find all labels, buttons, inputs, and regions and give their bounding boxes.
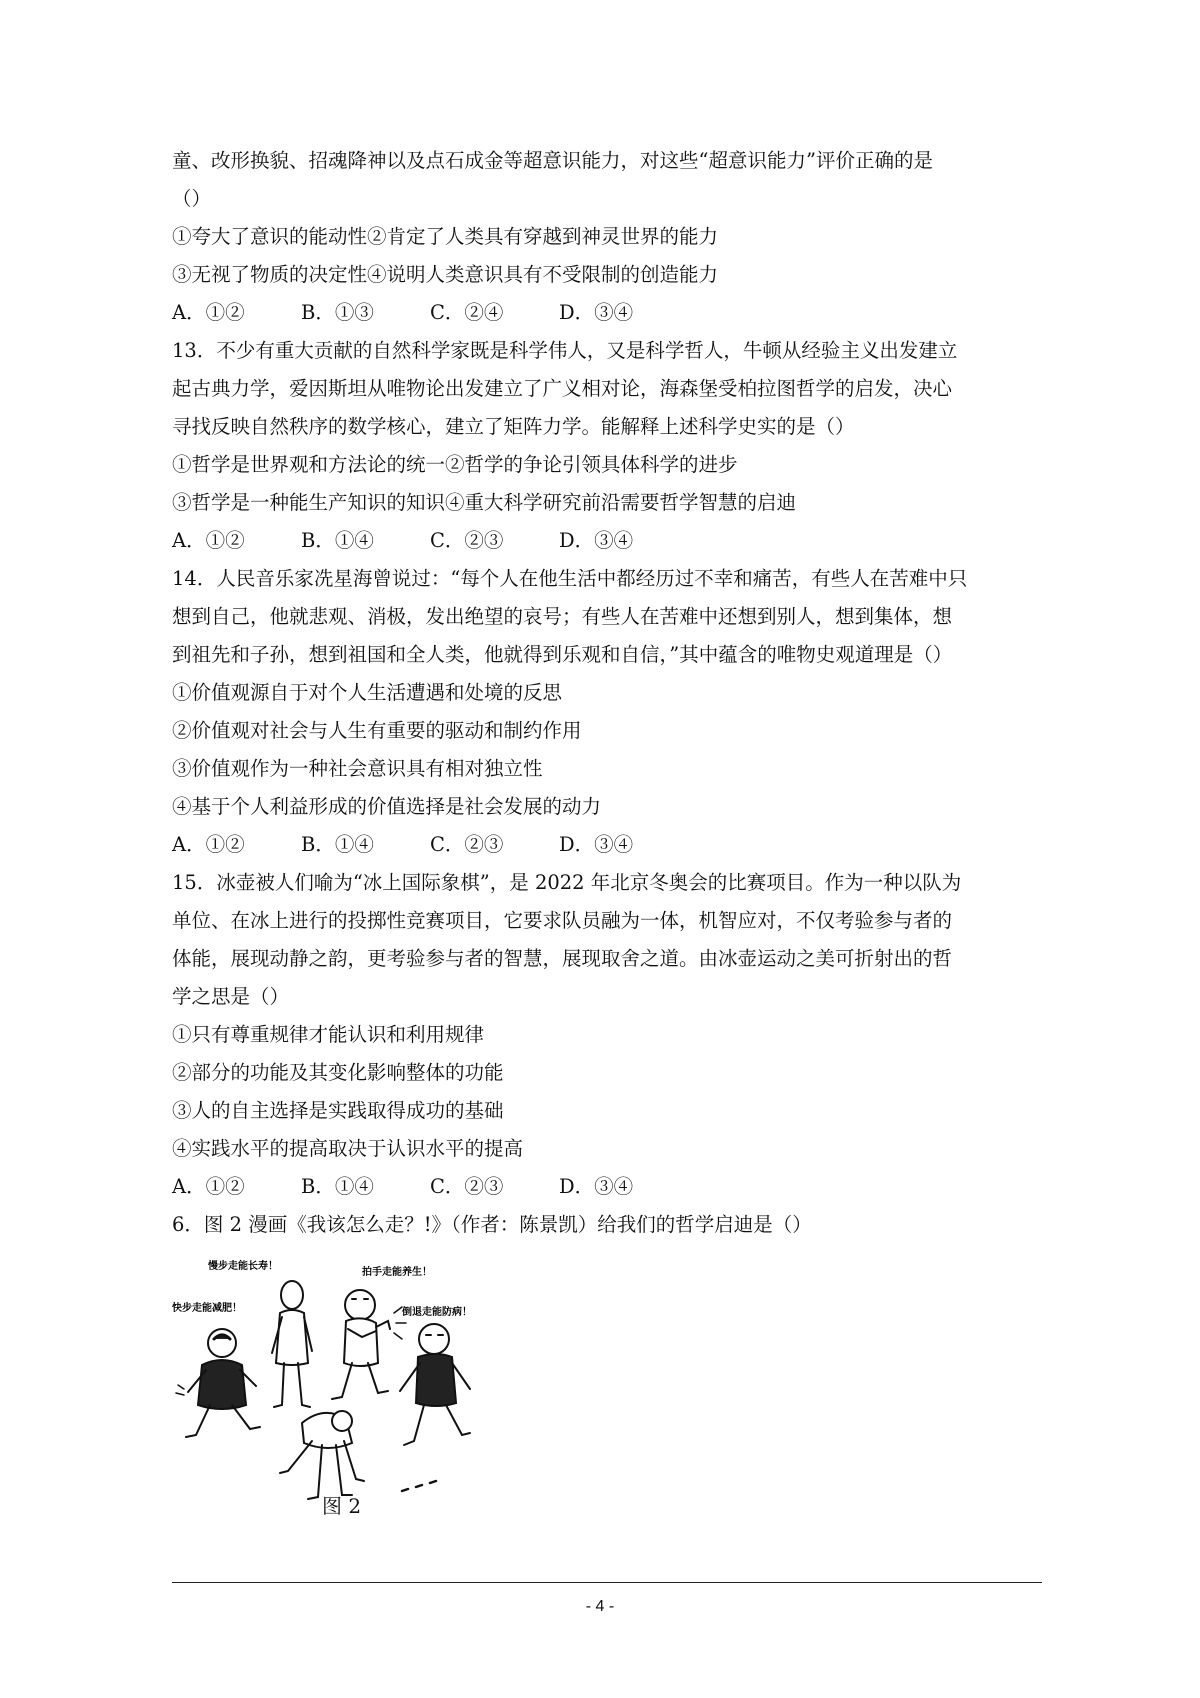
q15-option-a[interactable]: A．①②: [172, 1175, 245, 1198]
q13-line-3: 寻找反映自然秩序的数学核心，建立了矩阵力学。能解释上述科学史实的是（）: [172, 415, 855, 438]
q12-statement-2: ③无视了物质的决定性④说明人类意识具有不受限制的创造能力: [172, 263, 719, 286]
q14-statement-1: ①价值观源自于对个人生活遭遇和处境的反思: [172, 681, 563, 704]
q15-option-c[interactable]: C．②③: [430, 1175, 504, 1198]
figure-caption: 图 2: [322, 1494, 362, 1518]
q12-option-c[interactable]: C．②④: [430, 301, 504, 324]
q15-line-3: 体能，展现动静之韵，更考验参与者的智慧，展现取舍之道。由冰壶运动之美可折射出的哲: [172, 947, 953, 970]
q13-option-c[interactable]: C．②③: [430, 529, 504, 552]
q12-option-a[interactable]: A．①②: [172, 301, 245, 324]
q13-option-b[interactable]: B．①④: [301, 529, 374, 552]
q12-line-2: （）: [172, 187, 212, 210]
page-number: - 4 -: [585, 1598, 615, 1615]
q13-statement-2: ③哲学是一种能生产知识的知识④重大科学研究前沿需要哲学智慧的启迪: [172, 491, 797, 514]
q16-line-1: 6．图 2 漫画《我该怎么走？!》（作者：陈景凯）给我们的哲学启迪是（）: [172, 1213, 812, 1236]
q14-options: [172, 826, 1042, 864]
q12-line-1: 童、改形换貌、招魂降神以及点石成金等超意识能力，对这些“超意识能力”评价正确的是: [172, 149, 933, 172]
q13-line-2: 起古典力学，爱因斯坦从唯物论出发建立了广义相对论，海森堡受柏拉图哲学的启发，决心: [172, 377, 953, 400]
q14-statement-2: ②价值观对社会与人生有重要的驱动和制约作用: [172, 719, 582, 742]
q14-option-a[interactable]: A．①②: [172, 833, 245, 856]
q12-option-b[interactable]: B．①③: [301, 301, 374, 324]
q13-option-a[interactable]: A．①②: [172, 529, 245, 552]
clapping-walker-figure: [332, 1290, 406, 1399]
q14-line-3: 到祖先和子孙，想到祖国和全人类，他就得到乐观和自信，”其中蕴含的唯物史观道理是（）: [172, 643, 953, 666]
q15-statement-3: ③人的自主选择是实践取得成功的基础: [172, 1099, 504, 1122]
q15-option-d[interactable]: D．③④: [559, 1175, 634, 1198]
q14-option-b[interactable]: B．①④: [301, 833, 374, 856]
q14-option-c[interactable]: C．②③: [430, 833, 504, 856]
fast-walker-figure: [176, 1329, 260, 1437]
footer-divider: [172, 1582, 1042, 1583]
q13-line-1: 13．不少有重大贡献的自然科学家既是科学伟人，又是科学哲人，牛顿从经验主义出发建立: [172, 339, 958, 362]
q14-line-1: 14．人民音乐家冼星海曾说过：“每个人在他生活中都经历过不幸和痛苦，有些人在苦难中只: [172, 567, 968, 590]
backward-walker-figure: [400, 1324, 470, 1445]
bubble-clap-walk: 拍手走能养生！: [362, 1267, 432, 1278]
q12-statement-1: ①夸大了意识的能动性②肯定了人类具有穿越到神灵世界的能力: [172, 225, 719, 248]
q15-line-2: 单位、在冰上进行的投掷性竞赛项目，它要求队员融为一体，机智应对，不仅考验参与者的: [172, 909, 953, 932]
q12-option-d[interactable]: D．③④: [559, 301, 634, 324]
q15-statement-4: ④实践水平的提高取决于认识水平的提高: [172, 1137, 524, 1160]
q14-line-2: 想到自己，他就悲观、消极，发出绝望的哀号；有些人在苦难中还想到别人，想到集体，想: [172, 605, 953, 628]
q14-statement-3: ③价值观作为一种社会意识具有相对独立性: [172, 757, 543, 780]
bubble-fast-walk: 快步走能减肥！: [172, 1303, 242, 1314]
q12-options: [172, 294, 1042, 332]
q15-line-4: 学之思是（）: [172, 985, 290, 1008]
q15-options: [172, 1168, 1042, 1206]
q13-options: [172, 522, 1042, 560]
q13-statement-1: ①哲学是世界观和方法论的统一②哲学的争论引领具体科学的进步: [172, 453, 738, 476]
slow-walker-figure: [272, 1281, 312, 1407]
cartoon-figure: [172, 1255, 502, 1525]
q14-option-d[interactable]: D．③④: [559, 833, 634, 856]
bubble-backward-walk: 倒退走能防病！: [402, 1307, 472, 1318]
q13-option-d[interactable]: D．③④: [559, 529, 634, 552]
bent-walker-figure: [280, 1411, 364, 1499]
questions-body: [172, 142, 1042, 1244]
q14-statement-4: ④基于个人利益形成的价值选择是社会发展的动力: [172, 795, 602, 818]
q15-option-b[interactable]: B．①④: [301, 1175, 374, 1198]
q15-line-1: 15．冰壶被人们喻为“冰上国际象棋”，是 2022 年北京冬奥会的比赛项目。作为一种以队为: [172, 871, 962, 894]
q15-statement-2: ②部分的功能及其变化影响整体的功能: [172, 1061, 504, 1084]
bubble-slow-walk: 慢步走能长寿！: [208, 1261, 278, 1272]
q15-statement-1: ①只有尊重规律才能认识和利用规律: [172, 1023, 485, 1046]
